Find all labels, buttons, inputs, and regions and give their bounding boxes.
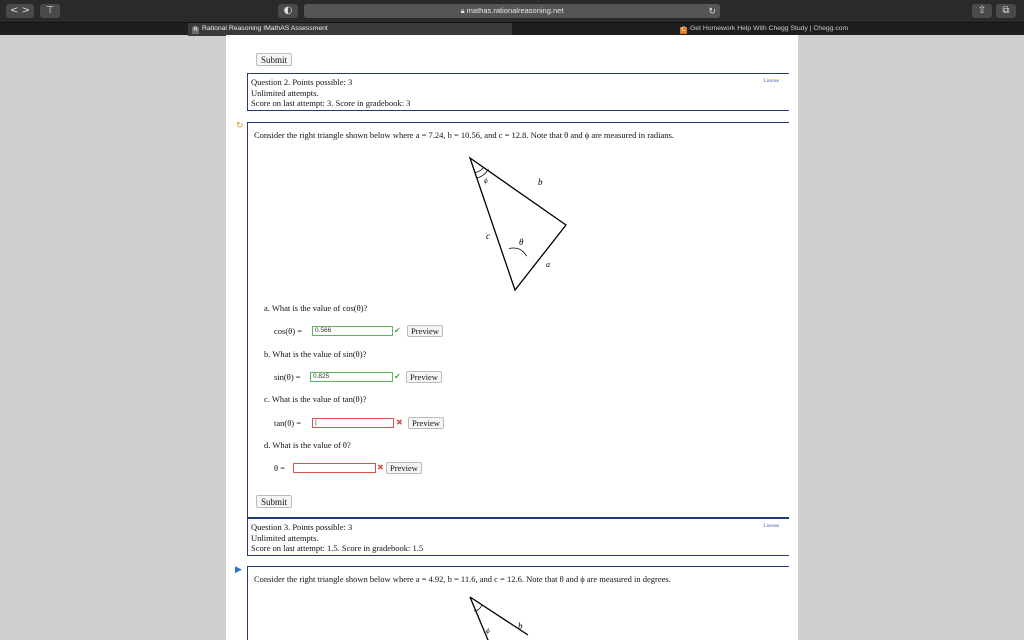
current-question-arrow-icon: ▶: [235, 565, 242, 575]
lock-icon: 🔒︎: [460, 6, 465, 15]
part-a-prompt: a. What is the value of cos(θ)?: [264, 303, 368, 313]
question-2-stem: Consider the right triangle shown below where a = 7.24, b = 10.56, and c = 12.8. Note that θ and ϕ are measured in radians.: [254, 130, 674, 140]
assessment-page: [226, 35, 798, 640]
part-d-answer-input[interactable]: [293, 463, 376, 473]
privacy-shield-icon[interactable]: ◐: [278, 4, 298, 18]
question-3-attempts: Unlimited attempts.: [251, 532, 319, 543]
share-icon[interactable]: ⇧: [972, 4, 992, 18]
sidebar-toggle-icon[interactable]: ⊤: [40, 4, 60, 18]
triangle-diagram-2: [468, 595, 548, 640]
label-b: b: [518, 621, 523, 631]
label-phi: ϕ: [484, 177, 488, 185]
label-phi: ϕ: [486, 627, 490, 635]
part-c-preview-button[interactable]: Preview: [408, 417, 444, 429]
part-b-answer-input[interactable]: 0.825: [310, 372, 393, 382]
part-c-answer-input[interactable]: |: [312, 418, 394, 428]
question-2-attempts: Unlimited attempts.: [251, 87, 319, 98]
part-a-lhs: cos(θ) =: [274, 326, 302, 336]
triangle-diagram: [448, 153, 588, 293]
question-3-title: Question 3. Points possible: 3: [251, 522, 353, 532]
question-2-score: Score on last attempt: 3. Score in gradebook: 3: [251, 98, 411, 108]
incorrect-icon: ✖: [396, 418, 403, 427]
submit-button[interactable]: Submit: [256, 495, 292, 508]
question-3-score: Score on last attempt: 1.5. Score in gradebook: 1.5: [251, 543, 424, 553]
part-d-lhs: θ =: [274, 463, 285, 473]
back-forward-buttons[interactable]: < >: [6, 4, 34, 18]
part-d-prompt: d. What is the value of θ?: [264, 440, 351, 450]
phi-angle-arc: [474, 167, 483, 172]
theta-angle-arc: [509, 248, 527, 256]
question-3-stem: Consider the right triangle shown below where a = 4.92, b = 11.6, and c = 12.6. Note that θ and ϕ are measured in degrees.: [254, 574, 671, 584]
rational-reasoning-favicon: R: [193, 27, 198, 33]
question-2-info: [247, 73, 789, 111]
part-b-prompt: b. What is the value of sin(θ)?: [264, 349, 367, 359]
tab-title: Rational Reasoning IMathAS Assessment: [202, 25, 328, 32]
correct-icon: ✔: [394, 372, 401, 381]
question-3-body: [247, 566, 789, 640]
part-c-prompt: c. What is the value of tan(θ)?: [264, 394, 367, 404]
part-b-lhs: sin(θ) =: [274, 372, 301, 382]
license-link[interactable]: License: [763, 524, 779, 529]
url-text: mathas.rationalreasoning.net: [466, 6, 564, 15]
part-b-preview-button[interactable]: Preview: [406, 371, 442, 383]
part-c-lhs: tan(θ) =: [274, 418, 302, 428]
part-d-preview-button[interactable]: Preview: [386, 462, 422, 474]
chegg-favicon: C: [681, 27, 686, 33]
address-bar[interactable]: [304, 4, 720, 18]
question-2-title: Question 2. Points possible: 3: [251, 77, 353, 87]
license-link[interactable]: License: [763, 79, 779, 84]
reload-icon[interactable]: ↻: [708, 6, 716, 16]
incorrect-icon: ✖: [377, 463, 384, 472]
part-a-preview-button[interactable]: Preview: [407, 325, 443, 337]
submit-button-previous[interactable]: Submit: [256, 53, 292, 66]
question-3-info: [247, 518, 789, 556]
browser-toolbar: [0, 0, 1024, 22]
label-a: a: [546, 260, 550, 269]
tabs-overview-icon[interactable]: ⧉: [996, 4, 1016, 18]
label-b: b: [538, 177, 543, 187]
tab-title: Get Homework Help With Chegg Study | Chegg.com: [690, 25, 849, 32]
correct-icon: ✔: [394, 326, 401, 335]
label-theta: θ: [519, 237, 524, 247]
label-c: c: [486, 231, 490, 241]
part-a-answer-input[interactable]: 0.566: [312, 326, 393, 336]
question-2-body: [247, 122, 789, 518]
tab-bar: [0, 22, 1024, 35]
retry-icon[interactable]: ↻: [236, 121, 244, 131]
